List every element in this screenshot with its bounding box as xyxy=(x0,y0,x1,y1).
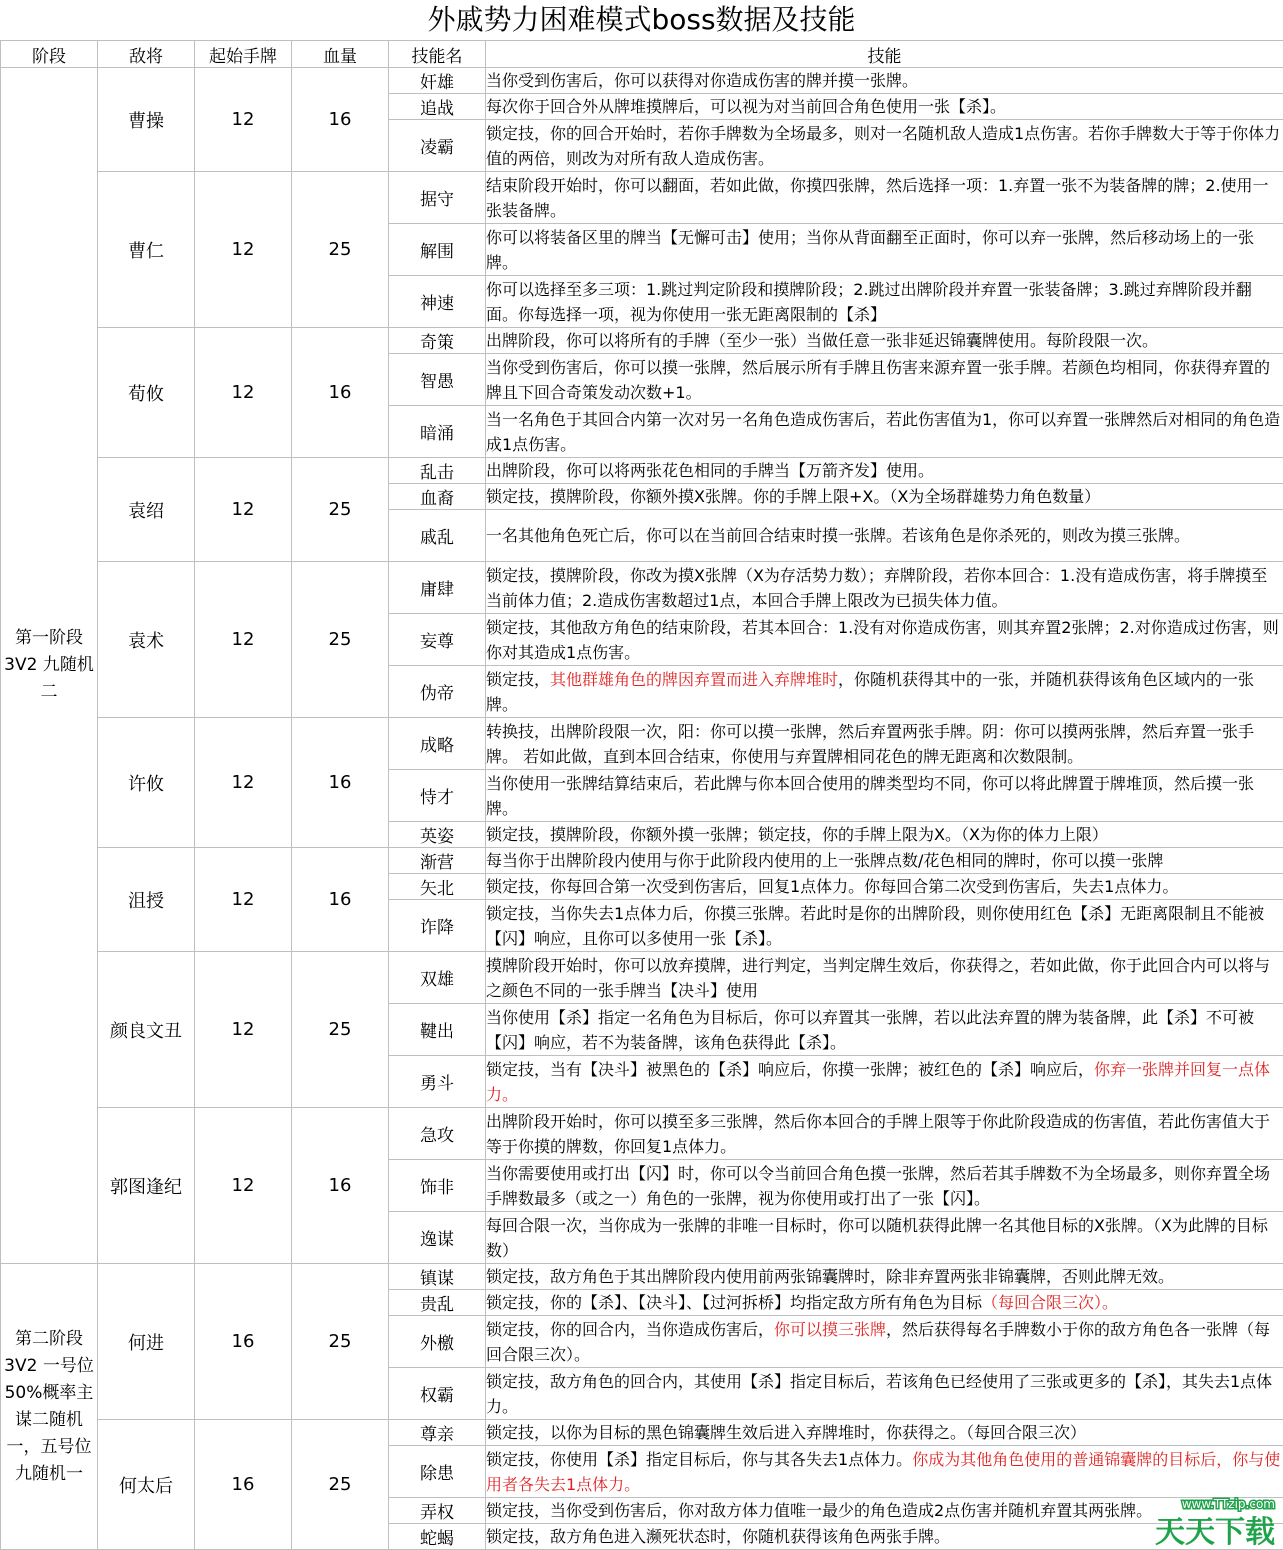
page-title: 外戚势力困难模式boss数据及技能 xyxy=(427,3,856,36)
skill-name: 矢北 xyxy=(389,874,486,900)
skill-name: 戚乱 xyxy=(389,510,486,562)
description-text: 锁定技，你的回合开始时，若你手牌数为全场最多，则对一名随机敌人造成1点伤害。若你手牌数大于等于你体力值的两倍，则改为对所有敌人造成伤害。 xyxy=(486,123,1281,168)
skill-description xyxy=(486,276,1283,328)
skill-description xyxy=(486,822,1283,848)
description-text: ，然后获得每名手牌数小于你的敌方角色各一张牌（每回合限三次）。 xyxy=(486,1319,1271,1364)
hp-value: 16 xyxy=(292,1108,389,1264)
description-text: 锁定技，当你失去1点体力后，你摸三张牌。若此时是你的出牌阶段，则你使用红色【杀】无距离限制且不能被【闪】响应，且你可以多使用一张【杀】。 xyxy=(486,903,1265,948)
description-text: 锁定技，摸牌阶段，你额外摸X张牌。你的手牌上限+X。（X为全场群雄势力角色数量） xyxy=(486,487,1101,506)
description-text: 锁定技，你的回合内，当你造成伤害后， xyxy=(486,1319,775,1339)
hp-value: 16 xyxy=(292,68,389,172)
general-name: 曹操 xyxy=(98,68,195,172)
description-text: 锁定技，你每回合第一次受到伤害后，回复1点体力。你每回合第二次受到伤害后，失去1点体力。 xyxy=(486,877,1179,896)
description-text: ，你随机获得其中的一张，并随机获得该角色区域内的一张牌。 xyxy=(486,669,1255,714)
skill-description xyxy=(486,1420,1283,1446)
hp-value: 25 xyxy=(292,172,389,328)
skill-name: 鞬出 xyxy=(389,1004,486,1056)
skill-name: 诈降 xyxy=(389,900,486,952)
skill-name: 镇谋 xyxy=(389,1264,486,1290)
header-hp: 血量 xyxy=(292,41,389,68)
description-text: 当你使用【杀】指定一名角色为目标后，你可以弃置其一张牌，若以此法弃置的牌为装备牌，此【杀】不可被【闪】响应，若不为装备牌，该角色获得此【杀】。 xyxy=(486,1007,1255,1052)
header-stage: 阶段 xyxy=(1,41,98,68)
description-text: 锁定技，当你受到伤害后，你对敌方体力值唯一最少的角色造成2点伤害并随机弃置其两张牌。 xyxy=(486,1501,1153,1520)
skill-name: 弄权 xyxy=(389,1498,486,1524)
skill-name: 伪帝 xyxy=(389,666,486,718)
start-hand-value: 12 xyxy=(195,718,292,848)
skill-name: 恃才 xyxy=(389,770,486,822)
hp-value: 16 xyxy=(292,718,389,848)
skill-name: 除患 xyxy=(389,1446,486,1498)
start-hand-value: 12 xyxy=(195,68,292,172)
table-row xyxy=(1,458,1283,484)
table-row xyxy=(1,1108,1283,1160)
skill-description xyxy=(486,68,1283,94)
hp-value: 25 xyxy=(292,458,389,562)
general-name: 袁术 xyxy=(98,562,195,718)
skill-description xyxy=(486,1290,1283,1316)
skill-description xyxy=(486,354,1283,406)
skill-name: 尊亲 xyxy=(389,1420,486,1446)
skill-description xyxy=(486,120,1283,172)
skill-name: 神速 xyxy=(389,276,486,328)
general-name: 郭图逢纪 xyxy=(98,1108,195,1264)
highlight-text: （每回合限三次）。 xyxy=(982,1293,1119,1312)
start-hand-value: 12 xyxy=(195,328,292,458)
hp-value: 16 xyxy=(292,848,389,952)
skill-name: 贵乱 xyxy=(389,1290,486,1316)
skill-description xyxy=(486,1316,1283,1368)
skill-description xyxy=(486,874,1283,900)
skill-description xyxy=(486,1264,1283,1290)
description-text: 当一名角色于其回合内第一次对另一名角色造成伤害后，若此伤害值为1，你可以弃置一张牌然后对相同的角色造成1点伤害。 xyxy=(486,409,1281,454)
skill-description xyxy=(486,614,1283,666)
skills-table xyxy=(0,40,1283,1550)
description-text: 锁定技，以你为目标的黑色锦囊牌生效后进入弃牌堆时，你获得之。（每回合限三次） xyxy=(486,1423,1087,1442)
hp-value: 25 xyxy=(292,562,389,718)
description-text: 当你受到伤害后，你可以获得对你造成伤害的牌并摸一张牌。 xyxy=(486,71,919,90)
table-row xyxy=(1,68,1283,94)
skill-name: 庸肆 xyxy=(389,562,486,614)
description-text: 每当你于出牌阶段内使用与你于此阶段内使用的上一张牌点数/花色相同的牌时，你可以摸一张牌 xyxy=(486,851,1164,870)
skill-description xyxy=(486,94,1283,120)
general-name: 何进 xyxy=(98,1264,195,1420)
skill-description xyxy=(486,1108,1283,1160)
description-text: 摸牌阶段开始时，你可以放弃摸牌，进行判定，当判定牌生效后，你获得之，若如此做，你于此回合内可以将与之颜色不同的一张手牌当【决斗】使用 xyxy=(486,955,1271,1000)
skill-description xyxy=(486,900,1283,952)
skill-name: 奇策 xyxy=(389,328,486,354)
skill-description xyxy=(486,952,1283,1004)
description-text: 结束阶段开始时，你可以翻面，若如此做，你摸四张牌，然后选择一项：1.弃置一张不为装备牌的牌；2.使用一张装备牌。 xyxy=(486,175,1269,220)
skill-description xyxy=(486,458,1283,484)
description-text: 一名其他角色死亡后，你可以在当前回合结束时摸一张牌。若该角色是你杀死的，则改为摸三张牌。 xyxy=(486,526,1191,545)
table-row xyxy=(1,718,1283,770)
highlight-text: 你弃一张牌并回复一点体力。 xyxy=(486,1059,1271,1104)
skill-name: 蛇蝎 xyxy=(389,1524,486,1550)
skill-description xyxy=(486,1368,1283,1420)
table-row xyxy=(1,172,1283,224)
general-name: 沮授 xyxy=(98,848,195,952)
start-hand-value: 12 xyxy=(195,458,292,562)
skill-description xyxy=(486,1160,1283,1212)
general-name: 荀攸 xyxy=(98,328,195,458)
skill-description xyxy=(486,562,1283,614)
skill-name: 血裔 xyxy=(389,484,486,510)
skill-name: 勇斗 xyxy=(389,1056,486,1108)
general-name: 许攸 xyxy=(98,718,195,848)
highlight-text: 你可以摸三张牌 xyxy=(774,1319,887,1339)
description-text: 当你受到伤害后，你可以摸一张牌，然后展示所有手牌且伤害来源弃置一张手牌。若颜色均相同，你获得弃置的牌且下回合奇策发动次数+1。 xyxy=(486,357,1271,402)
hp-value: 25 xyxy=(292,1420,389,1550)
table-row xyxy=(1,1264,1283,1290)
highlight-text: 你成为其他角色使用的普通锦囊牌的目标后，你与使用者各失去1点体力。 xyxy=(486,1449,1281,1494)
header-skill-desc: 技能 xyxy=(486,41,1283,68)
description-text: 出牌阶段，你可以将两张花色相同的手牌当【万箭齐发】使用。 xyxy=(486,461,935,480)
table-row xyxy=(1,328,1283,354)
skill-description xyxy=(486,770,1283,822)
description-text: 锁定技，当有【决斗】被黑色的【杀】响应后，你摸一张牌；被红色的【杀】响应后， xyxy=(486,1059,1095,1079)
header-start-hand: 起始手牌 xyxy=(195,41,292,68)
description-text: 锁定技，敌方角色的回合内，其使用【杀】指定目标后，若该角色已经使用了三张或更多的【杀】，其失去1点体力。 xyxy=(486,1371,1273,1416)
highlight-text: 其他群雄角色的牌因弃置而进入弃牌堆时 xyxy=(550,669,839,689)
description-text: 锁定技， xyxy=(486,669,551,689)
skill-name: 解围 xyxy=(389,224,486,276)
skill-name: 暗涌 xyxy=(389,406,486,458)
skill-name: 权霸 xyxy=(389,1368,486,1420)
start-hand-value: 12 xyxy=(195,562,292,718)
description-text: 锁定技，其他敌方角色的结束阶段，若其本回合：1.没有对你造成伤害，则其弃置2张牌；2.对你造成过伤害，则你对其造成1点伤害。 xyxy=(486,617,1279,662)
table-row xyxy=(1,848,1283,874)
start-hand-value: 12 xyxy=(195,1108,292,1264)
description-text: 你可以将装备区里的牌当【无懈可击】使用；当你从背面翻至正面时，你可以弃一张牌，然后移动场上的一张牌。 xyxy=(486,227,1255,272)
description-text: 你可以选择至多三项：1.跳过判定阶段和摸牌阶段；2.跳过出牌阶段并弃置一张装备牌；3.跳过弃牌阶段并翻面。你每选择一项，视为你使用一张无距离限制的【杀】 xyxy=(486,279,1252,324)
skill-name: 妄尊 xyxy=(389,614,486,666)
skill-description xyxy=(486,848,1283,874)
general-name: 曹仁 xyxy=(98,172,195,328)
start-hand-value: 12 xyxy=(195,952,292,1108)
skill-description xyxy=(486,718,1283,770)
header-general: 敌将 xyxy=(98,41,195,68)
skill-description xyxy=(486,484,1283,510)
skill-description xyxy=(486,1056,1283,1108)
general-name: 颜良文丑 xyxy=(98,952,195,1108)
general-name: 何太后 xyxy=(98,1420,195,1550)
skill-description xyxy=(486,510,1283,562)
skill-name: 凌霸 xyxy=(389,120,486,172)
header-skill-name: 技能名 xyxy=(389,41,486,68)
skill-name: 渐营 xyxy=(389,848,486,874)
skill-name: 逸谋 xyxy=(389,1212,486,1264)
start-hand-value: 12 xyxy=(195,848,292,952)
hp-value: 25 xyxy=(292,1264,389,1420)
skill-description xyxy=(486,666,1283,718)
description-text: 锁定技，敌方角色进入濒死状态时，你随机获得该角色两张手牌。 xyxy=(486,1527,951,1546)
start-hand-value: 12 xyxy=(195,172,292,328)
watermark-text: 天天下载 xyxy=(1155,1515,1275,1546)
skill-description xyxy=(486,1004,1283,1056)
description-text: 每回合限一次，当你成为一张牌的非唯一目标时，你可以随机获得此牌一名其他目标的X张牌。（X为此牌的目标数） xyxy=(486,1215,1268,1260)
stage-cell: 第一阶段3V2 九随机二 xyxy=(1,68,98,1264)
description-text: 锁定技，你的【杀】、【决斗】、【过河拆桥】均指定敌方所有角色为目标 xyxy=(486,1293,983,1312)
skill-description xyxy=(486,1212,1283,1264)
description-text: 锁定技，敌方角色于其出牌阶段内使用前两张锦囊牌时，除非弃置两张非锦囊牌，否则此牌无效。 xyxy=(486,1267,1175,1286)
skill-name: 智愚 xyxy=(389,354,486,406)
hp-value: 16 xyxy=(292,328,389,458)
skill-description xyxy=(486,224,1283,276)
description-text: 转换技，出牌阶段限一次，阳：你可以摸一张牌，然后弃置两张手牌。阴：你可以摸两张牌，然后弃置一张手牌。 若如此做，直到本回合结束，你使用与弃置牌相同花色的牌无距离和次数限制。 xyxy=(486,721,1255,766)
skill-description xyxy=(486,328,1283,354)
description-text: 锁定技，你使用【杀】指定目标后，你与其各失去1点体力。 xyxy=(486,1449,913,1469)
table-row xyxy=(1,952,1283,1004)
stage-cell: 第二阶段3V2 一号位50%概率主谋二随机一，五号位九随机一 xyxy=(1,1264,98,1550)
skill-name: 英姿 xyxy=(389,822,486,848)
skill-name: 急攻 xyxy=(389,1108,486,1160)
description-text: 锁定技，摸牌阶段，你改为摸X张牌（X为存活势力数）；弃牌阶段，若你本回合：1.没有造成伤害，将手牌摸至当前体力值；2.造成伤害数超过1点，本回合手牌上限改为已损失体力值。 xyxy=(486,565,1268,610)
general-name: 袁绍 xyxy=(98,458,195,562)
start-hand-value: 16 xyxy=(195,1420,292,1550)
skill-description xyxy=(486,406,1283,458)
skill-name: 外檄 xyxy=(389,1316,486,1368)
skill-name: 饰非 xyxy=(389,1160,486,1212)
description-text: 出牌阶段开始时，你可以摸至多三张牌，然后你本回合的手牌上限等于你此阶段造成的伤害值，若此伤害值大于等于你摸的牌数，你回复1点体力。 xyxy=(486,1111,1271,1156)
description-text: 每次你于回合外从牌堆摸牌后，可以视为对当前回合角色使用一张【杀】。 xyxy=(486,97,1007,116)
skill-description xyxy=(486,172,1283,224)
description-text: 当你使用一张牌结算结束后，若此牌与你本回合使用的牌类型均不同，你可以将此牌置于牌堆顶，然后摸一张牌。 xyxy=(486,773,1255,818)
table-row xyxy=(1,1420,1283,1446)
watermark-url: www.TTzip.com xyxy=(1181,1497,1275,1511)
header-row xyxy=(1,41,1283,68)
table-row xyxy=(1,562,1283,614)
start-hand-value: 16 xyxy=(195,1264,292,1420)
watermark xyxy=(1117,1480,1277,1546)
skill-name: 乱击 xyxy=(389,458,486,484)
skill-name: 追战 xyxy=(389,94,486,120)
description-text: 出牌阶段，你可以将所有的手牌（至少一张）当做任意一张非延迟锦囊牌使用。每阶段限一次。 xyxy=(486,331,1159,350)
skill-name: 奸雄 xyxy=(389,68,486,94)
skill-name: 据守 xyxy=(389,172,486,224)
skill-name: 双雄 xyxy=(389,952,486,1004)
skills-table-wrapper xyxy=(0,40,1283,1550)
hp-value: 25 xyxy=(292,952,389,1108)
description-text: 锁定技，摸牌阶段，你额外摸一张牌；锁定技，你的手牌上限为X。（X为你的体力上限） xyxy=(486,825,1108,844)
skill-name: 成略 xyxy=(389,718,486,770)
description-text: 当你需要使用或打出【闪】时，你可以令当前回合角色摸一张牌，然后若其手牌数不为全场最多，则你弃置全场手牌数最多（或之一）角色的一张牌，视为你使用或打出了一张【闪】。 xyxy=(486,1163,1271,1208)
